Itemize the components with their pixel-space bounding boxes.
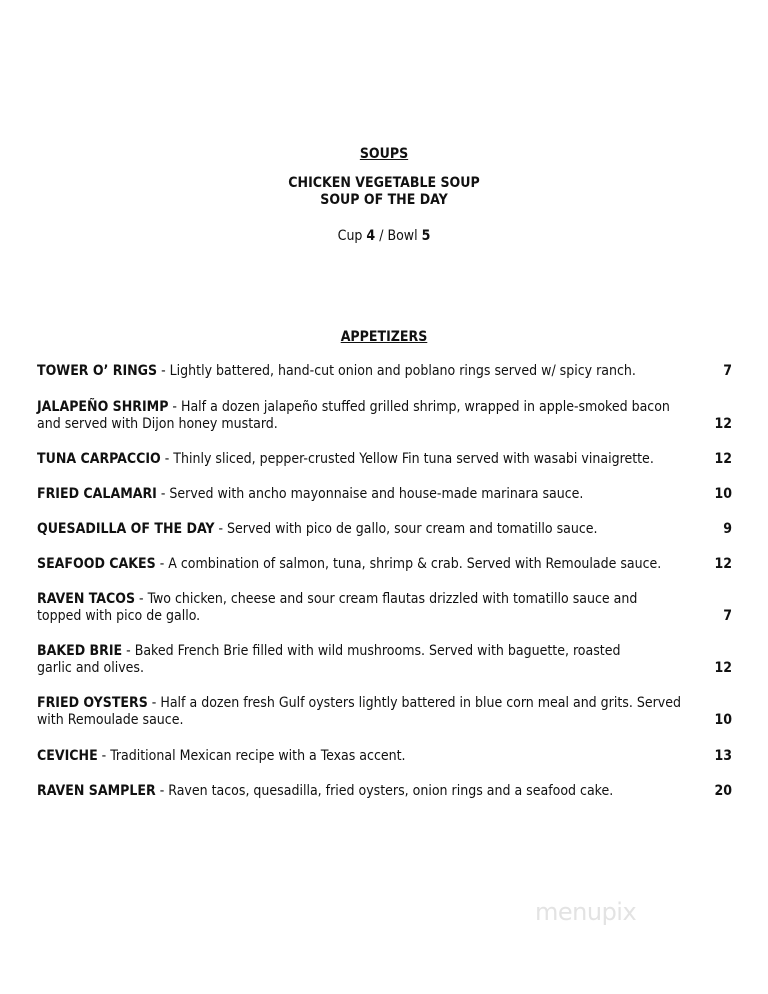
item-name: FRIED OYSTERS [37, 695, 148, 711]
item-description: - Thinly sliced, pepper-crusted Yellow Fin tuna served with wasabi vinaigrette. [160, 451, 654, 467]
bowl-label: Bowl [387, 228, 418, 244]
menu-item [37, 521, 732, 538]
menu-item [37, 695, 732, 729]
item-name: QUESADILLA OF THE DAY [37, 521, 215, 537]
item-line [37, 556, 727, 573]
item-description: - Baked French Brie filled with wild mushrooms. Served with baguette, roasted [122, 643, 621, 659]
menu-item [37, 783, 732, 800]
item-price: 10 [714, 712, 732, 728]
item-name: JALAPEÑO SHRIMP [37, 399, 169, 415]
item-price: 10 [714, 486, 732, 502]
item-line [37, 521, 727, 538]
item-description: - Raven tacos, quesadilla, fried oysters, onion rings and a seafood cake. [155, 783, 614, 799]
item-name: BAKED BRIE [37, 643, 123, 659]
menu-item [37, 451, 732, 468]
item-description: - Lightly battered, hand-cut onion and poblano rings served w/ spicy ranch. [157, 363, 636, 379]
menu-item [37, 591, 732, 625]
soup-item: SOUP OF THE DAY [320, 192, 448, 208]
cup-price: 4 [366, 228, 376, 244]
item-price: 7 [723, 608, 732, 624]
item-price: 12 [714, 556, 732, 572]
item-price: 13 [714, 748, 732, 764]
item-price: 12 [714, 451, 732, 467]
item-description: - Served with ancho mayonnaise and house-made marinara sauce. [156, 486, 584, 502]
item-description-cont: and served with Dijon honey mustard. [37, 416, 278, 432]
item-price: 12 [714, 416, 732, 432]
item-name: CEVICHE [37, 748, 98, 764]
item-price: 7 [723, 363, 732, 379]
item-line [37, 643, 727, 660]
item-line [37, 748, 727, 765]
item-name: TUNA CARPACCIO [37, 451, 161, 467]
item-description: - Traditional Mexican recipe with a Texas accent. [97, 748, 406, 764]
appetizers-heading: APPETIZERS [340, 329, 428, 345]
menu-item [37, 399, 732, 433]
menu-item [37, 486, 732, 503]
item-description: - Two chicken, cheese and sour cream flautas drizzled with tomatillo sauce and [135, 591, 638, 607]
item-description: - A combination of salmon, tuna, shrimp & crab. Served with Remoulade sauce. [155, 556, 662, 572]
menu-item [37, 643, 732, 677]
item-name: RAVEN SAMPLER [37, 783, 156, 799]
cup-label: Cup [337, 228, 363, 244]
item-price: 20 [714, 783, 732, 799]
item-description-cont: topped with pico de gallo. [37, 608, 201, 624]
item-line [37, 591, 727, 608]
item-line [37, 695, 727, 712]
item-description-cont: with Remoulade sauce. [37, 712, 184, 728]
menu-item [37, 556, 732, 573]
item-description: - Half a dozen fresh Gulf oysters lightly battered in blue corn meal and grits. Served [147, 695, 681, 711]
item-line [37, 783, 727, 800]
item-line [37, 451, 727, 468]
soup-item: CHICKEN VEGETABLE SOUP [288, 175, 480, 191]
item-description: - Served with pico de gallo, sour cream and tomatillo sauce. [214, 521, 598, 537]
soup-pricing [0, 228, 768, 245]
menu-item [37, 363, 732, 380]
bowl-price: 5 [421, 228, 431, 244]
item-name: SEAFOOD CAKES [37, 556, 156, 572]
item-price: 12 [714, 660, 732, 676]
menu-item [37, 748, 732, 765]
item-line [37, 363, 727, 380]
item-line [37, 486, 727, 503]
watermark-logo: menupix [535, 898, 637, 926]
item-price: 9 [723, 521, 732, 537]
item-line [37, 399, 727, 416]
item-name: TOWER O’ RINGS [37, 363, 158, 379]
soups-heading: SOUPS [359, 146, 409, 162]
price-separator: / [379, 228, 384, 244]
item-description: - Half a dozen jalapeño stuffed grilled shrimp, wrapped in apple-smoked bacon [168, 399, 670, 415]
item-description-cont: garlic and olives. [37, 660, 144, 676]
item-name: RAVEN TACOS [37, 591, 136, 607]
item-name: FRIED CALAMARI [37, 486, 157, 502]
